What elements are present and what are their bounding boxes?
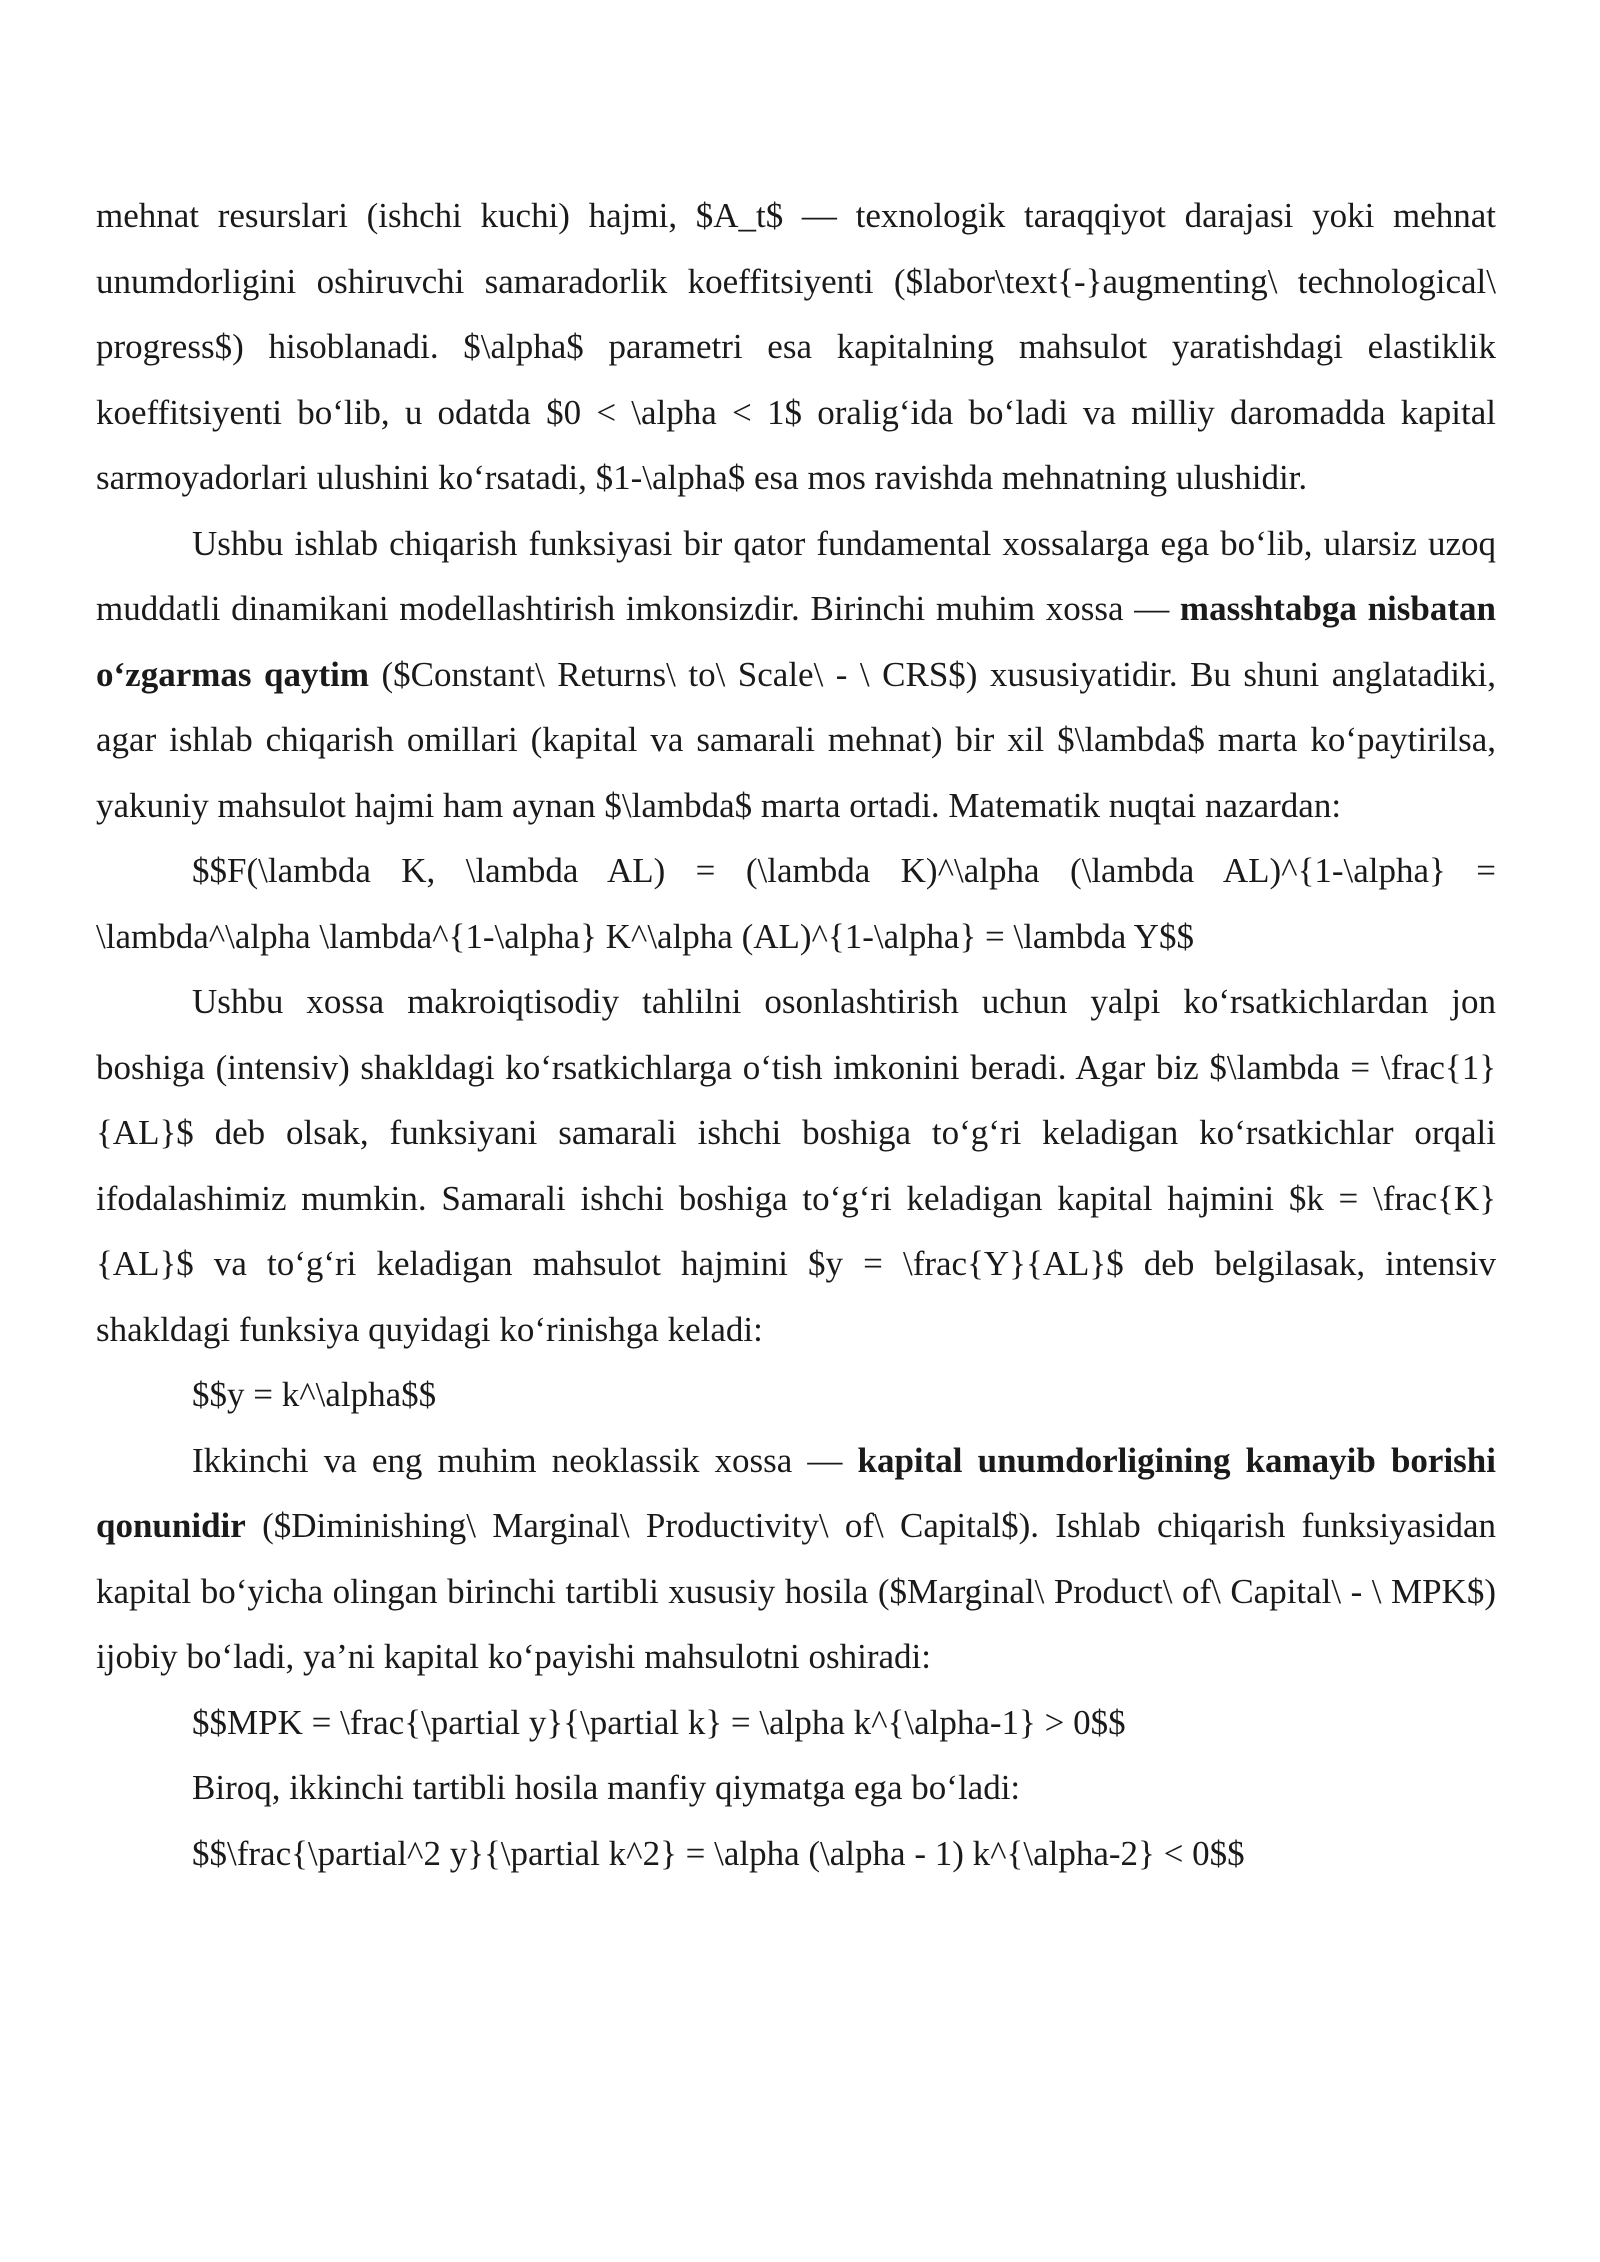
formula-crs: $$F(\lambda K, \lambda AL) = (\lambda K)^\alpha (\lambda AL)^{1-\alpha} = \lambda^\alpha \lambda^{1-\alpha} K^\alpha (AL)^{1-\alpha} = \lambda Y$$ (96, 851, 1496, 956)
paragraph-second-derivative: Biroq, ikkinchi tartibli hosila manfiy qiymatga ega bo‘ladi: (192, 1768, 1021, 1807)
document-page (96, 183, 1496, 1886)
text-run: Ikkinchi va eng muhim neoklassik xossa — (192, 1440, 858, 1480)
paragraph-parameters: mehnat resurslari (ishchi kuchi) hajmi, $A_t$ — texnologik taraqqiyot darajasi yoki mehnat unumdorligini oshiruvchi samaradorlik koeffitsiyenti ($labor\text{-}augmenting\ technological\ progress$) hisoblanadi. $\alpha$ parametri esa kapitalning mahsulot yaratishdagi elastiklik koeffitsiyenti bo‘lib, u odatda $0 < \alpha < 1$ oralig‘ida bo‘ladi va milliy daromadda kapital sarmoyadorlari ulushini ko‘rsatadi, $1-\alpha$ esa mos ravishda mehnatning ulushidir. (96, 196, 1496, 497)
paragraph-diminishing-returns (96, 1428, 1496, 1690)
bold-term-crs: masshtabga nisbatan o‘zgarmas qaytim (96, 589, 1496, 694)
formula-mpk: $$MPK = \frac{\partial y}{\partial k} = \alpha k^{\alpha-1} > 0$$ (192, 1702, 1126, 1742)
formula-second-derivative: $$\frac{\partial^2 y}{\partial k^2} = \alpha (\alpha - 1) k^{\alpha-2} < 0$$ (192, 1833, 1245, 1873)
formula-intensive: $$y = k^\alpha$$ (192, 1375, 437, 1414)
paragraph-crs-property (96, 511, 1496, 839)
text-run: ($Diminishing\ Marginal\ Productivity\ of\ Capital$). Ishlab chiqarish funksiyasidan kapital bo‘yicha olingan birinchi tartibli xususiy hosila ($Marginal\ Product\ of\ Capital\ - \ MPK$) ijobiy bo‘ladi, ya’ni kapital ko‘payishi mahsulotni oshiradi: (96, 1506, 1496, 1676)
paragraph-intensive-form: Ushbu xossa makroiqtisodiy tahlilni osonlashtirish uchun yalpi ko‘rsatkichlardan jon boshiga (intensiv) shakldagi ko‘rsatkichlarga o‘tish imkonini beradi. Agar biz $\lambda = \frac{1}{AL}$ deb olsak, funksiyani samarali ishchi boshiga to‘g‘ri keladigan ko‘rsatkichlar orqali ifodalashimiz mumkin. Samarali ishchi boshiga to‘g‘ri keladigan kapital hajmini $k = \frac{K}{AL}$ va to‘g‘ri keladigan mahsulot hajmini $y = \frac{Y}{AL}$ deb belgilasak, intensiv shakldagi funksiya quyidagi ko‘rinishga keladi: (96, 982, 1496, 1349)
text-run: Ushbu ishlab chiqarish funksiyasi bir qator fundamental xossalarga ega bo‘lib, ularsiz uzoq muddatli dinamikani modellashtirish imkonsizdir. Birinchi muhim xossa — (96, 523, 1496, 628)
bold-term-diminishing: kapital unumdorligining kamayib borishi qonunidir (96, 1440, 1496, 1545)
text-run: ($Constant\ Returns\ to\ Scale\ - \ CRS$) xususiyatidir. Bu shuni anglatadiki, agar ishlab chiqarish omillari (kapital va samarali mehnat) bir xil $\lambda$ marta ko‘paytirilsa, yakuniy mahsulot hajmi ham aynan $\lambda$ marta ortadi. Matematik nuqtai nazardan: (96, 654, 1496, 825)
